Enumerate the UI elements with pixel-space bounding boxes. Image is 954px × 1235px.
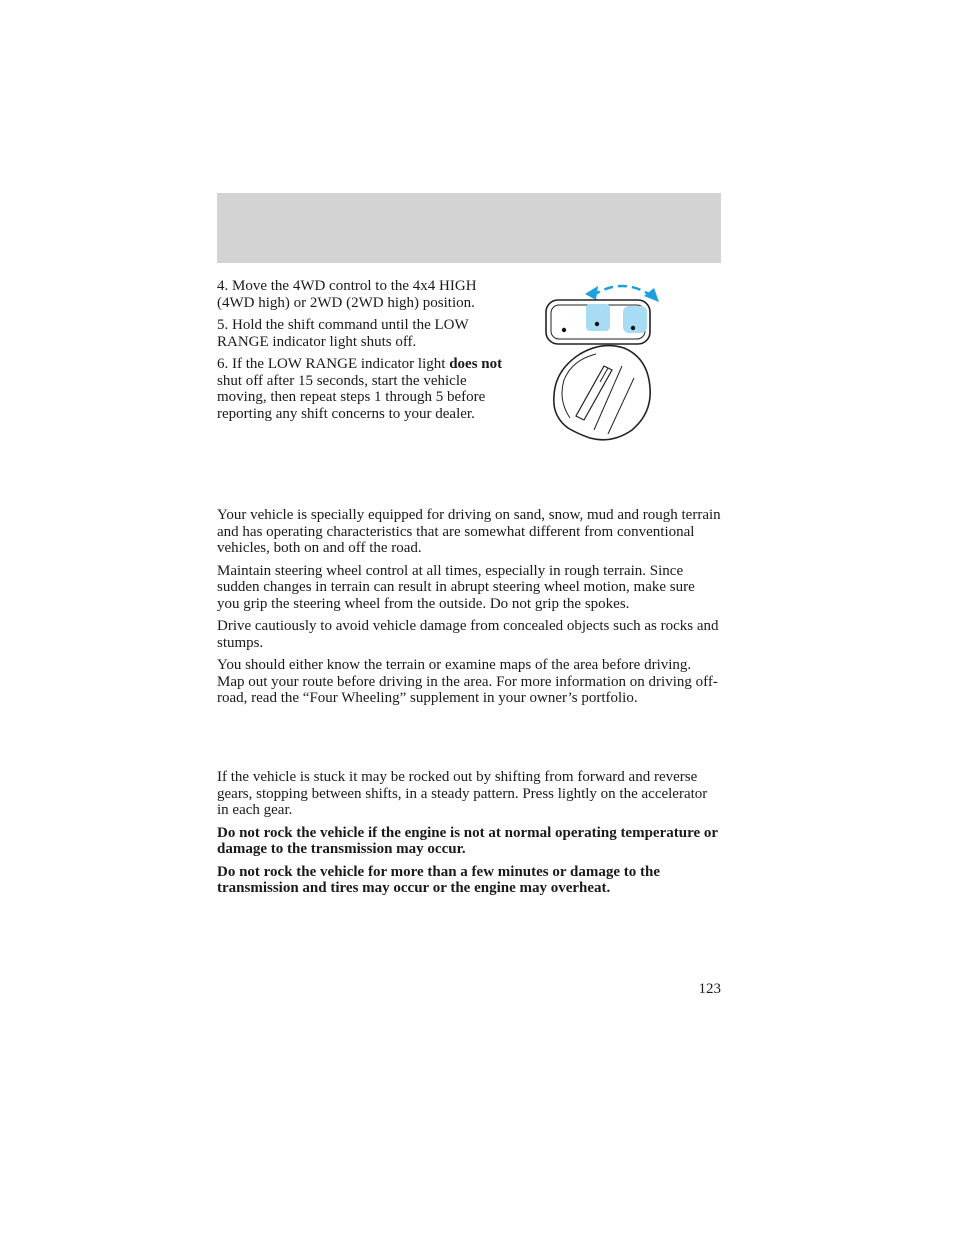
step-6: 6. If the LOW RANGE indicator light does not shut off after 15 seconds, start the vehicle moving, then repeat steps 1 through 5 before reporting any shift concerns to your dealer.	[217, 356, 503, 422]
offroad-paragraph-4: You should either know the terrain or examine maps of the area before driving. Map out your route before driving in the area. For more information on driving off-road, read the “Four Wheeling” supplement in your owner’s portfolio.	[217, 657, 718, 706]
header-band	[217, 193, 721, 263]
offroad-paragraph-2: Maintain steering wheel control at all times, especially in rough terrain. Since sudden changes in terrain can result in abrupt steering wheel motion, make sure you grip the steering wheel from the outside. Do not grip the spokes.	[217, 562, 695, 612]
shift-steps	[217, 278, 517, 428]
offroad-paragraph-3: Drive cautiously to avoid vehicle damage from concealed objects such as rocks and stumps.	[217, 618, 719, 651]
offroad-section	[217, 507, 721, 713]
selector-switch-icon	[546, 300, 650, 344]
offroad-paragraph-1: Your vehicle is specially equipped for driving on sand, snow, mud and rough terrain and has operating characteristics that are somewhat different from conventional vehicles, both on and off the road.	[217, 507, 721, 556]
4wd-control-illustration	[540, 278, 665, 448]
4wd-control-svg	[540, 278, 665, 448]
stuck-section	[217, 769, 721, 903]
rotary-knob-icon	[554, 346, 650, 440]
stuck-warning-2: Do not rock the vehicle for more than a few minutes or damage to the transmission and tires may occur or the engine may overheat.	[217, 863, 660, 896]
step-4: 4. Move the 4WD control to the 4x4 HIGH (4WD high) or 2WD (2WD high) position.	[217, 278, 477, 311]
step-5: 5. Hold the shift command until the LOW RANGE indicator light shuts off.	[217, 317, 469, 350]
page-number: 123	[698, 981, 721, 997]
stuck-warning-1: Do not rock the vehicle if the engine is not at normal operating temperature or damage to the transmission may occur.	[217, 824, 718, 857]
step-6-emphasis: does not	[449, 356, 503, 372]
stuck-paragraph: If the vehicle is stuck it may be rocked out by shifting from forward and reverse gears, stopping between shifts, in a steady pattern. Press lightly on the accelerator in each gear.	[217, 769, 708, 818]
